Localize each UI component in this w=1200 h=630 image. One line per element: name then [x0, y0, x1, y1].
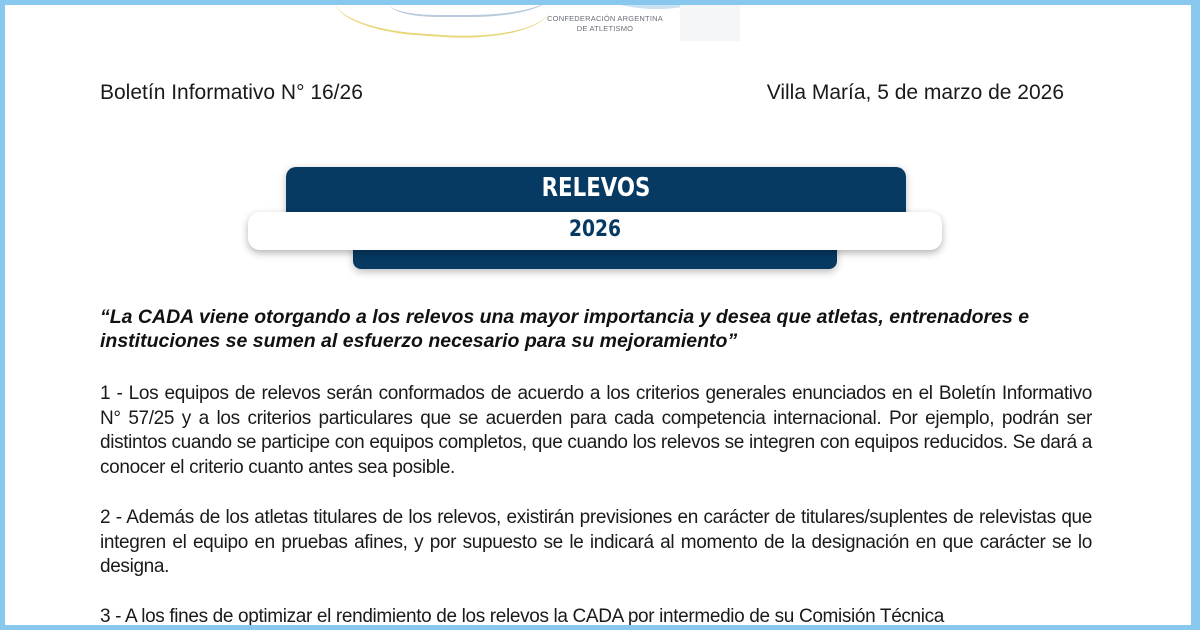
- title-banner: [5, 5, 1191, 305]
- intro-quote: “La CADA viene otorgando a los relevos una mayor importancia y desea que atletas, entrenadores e instituciones se sumen al esfuerzo necesario para su mejoramiento”: [100, 306, 1030, 352]
- paragraph-1: 1 - Los equipos de relevos serán conformados de acuerdo a los criterios generales enunciados en el Boletín Informativo N° 57/25 y a los criterios particulares que se acuerden para cada competencia internacional. Por ejemplo, podrán ser distintos cuando se participe con equipos completos, que cuando los relevos se integren con equipos reducidos. Se dará a conocer el criterio cuanto antes sea posible.: [100, 383, 1092, 478]
- logo-org-line1: CONFEDERACIÓN ARGENTINA: [547, 14, 663, 23]
- paragraph-2: 2 - Además de los atletas titulares de los relevos, existirán previsiones en carácter de titulares/suplentes de relevistas que integren el equipo en pruebas afines, y por supuesto se le indicará al momento de la designación en que carácter se lo designa.: [100, 507, 1092, 577]
- banner-title: RELEVOS: [541, 173, 651, 203]
- place-date: Villa María, 5 de marzo de 2026: [766, 81, 1064, 104]
- logo-org-line2: DE ATLETISMO: [576, 24, 634, 33]
- paragraph-3: 3 - A los fines de optimizar el rendimiento de los relevos la CADA por intermedio de su Comisión Técnica: [100, 606, 945, 625]
- banner-year: 2026: [568, 217, 622, 242]
- document-page: [5, 5, 1191, 625]
- bulletin-number: Boletín Informativo N° 16/26: [100, 81, 363, 104]
